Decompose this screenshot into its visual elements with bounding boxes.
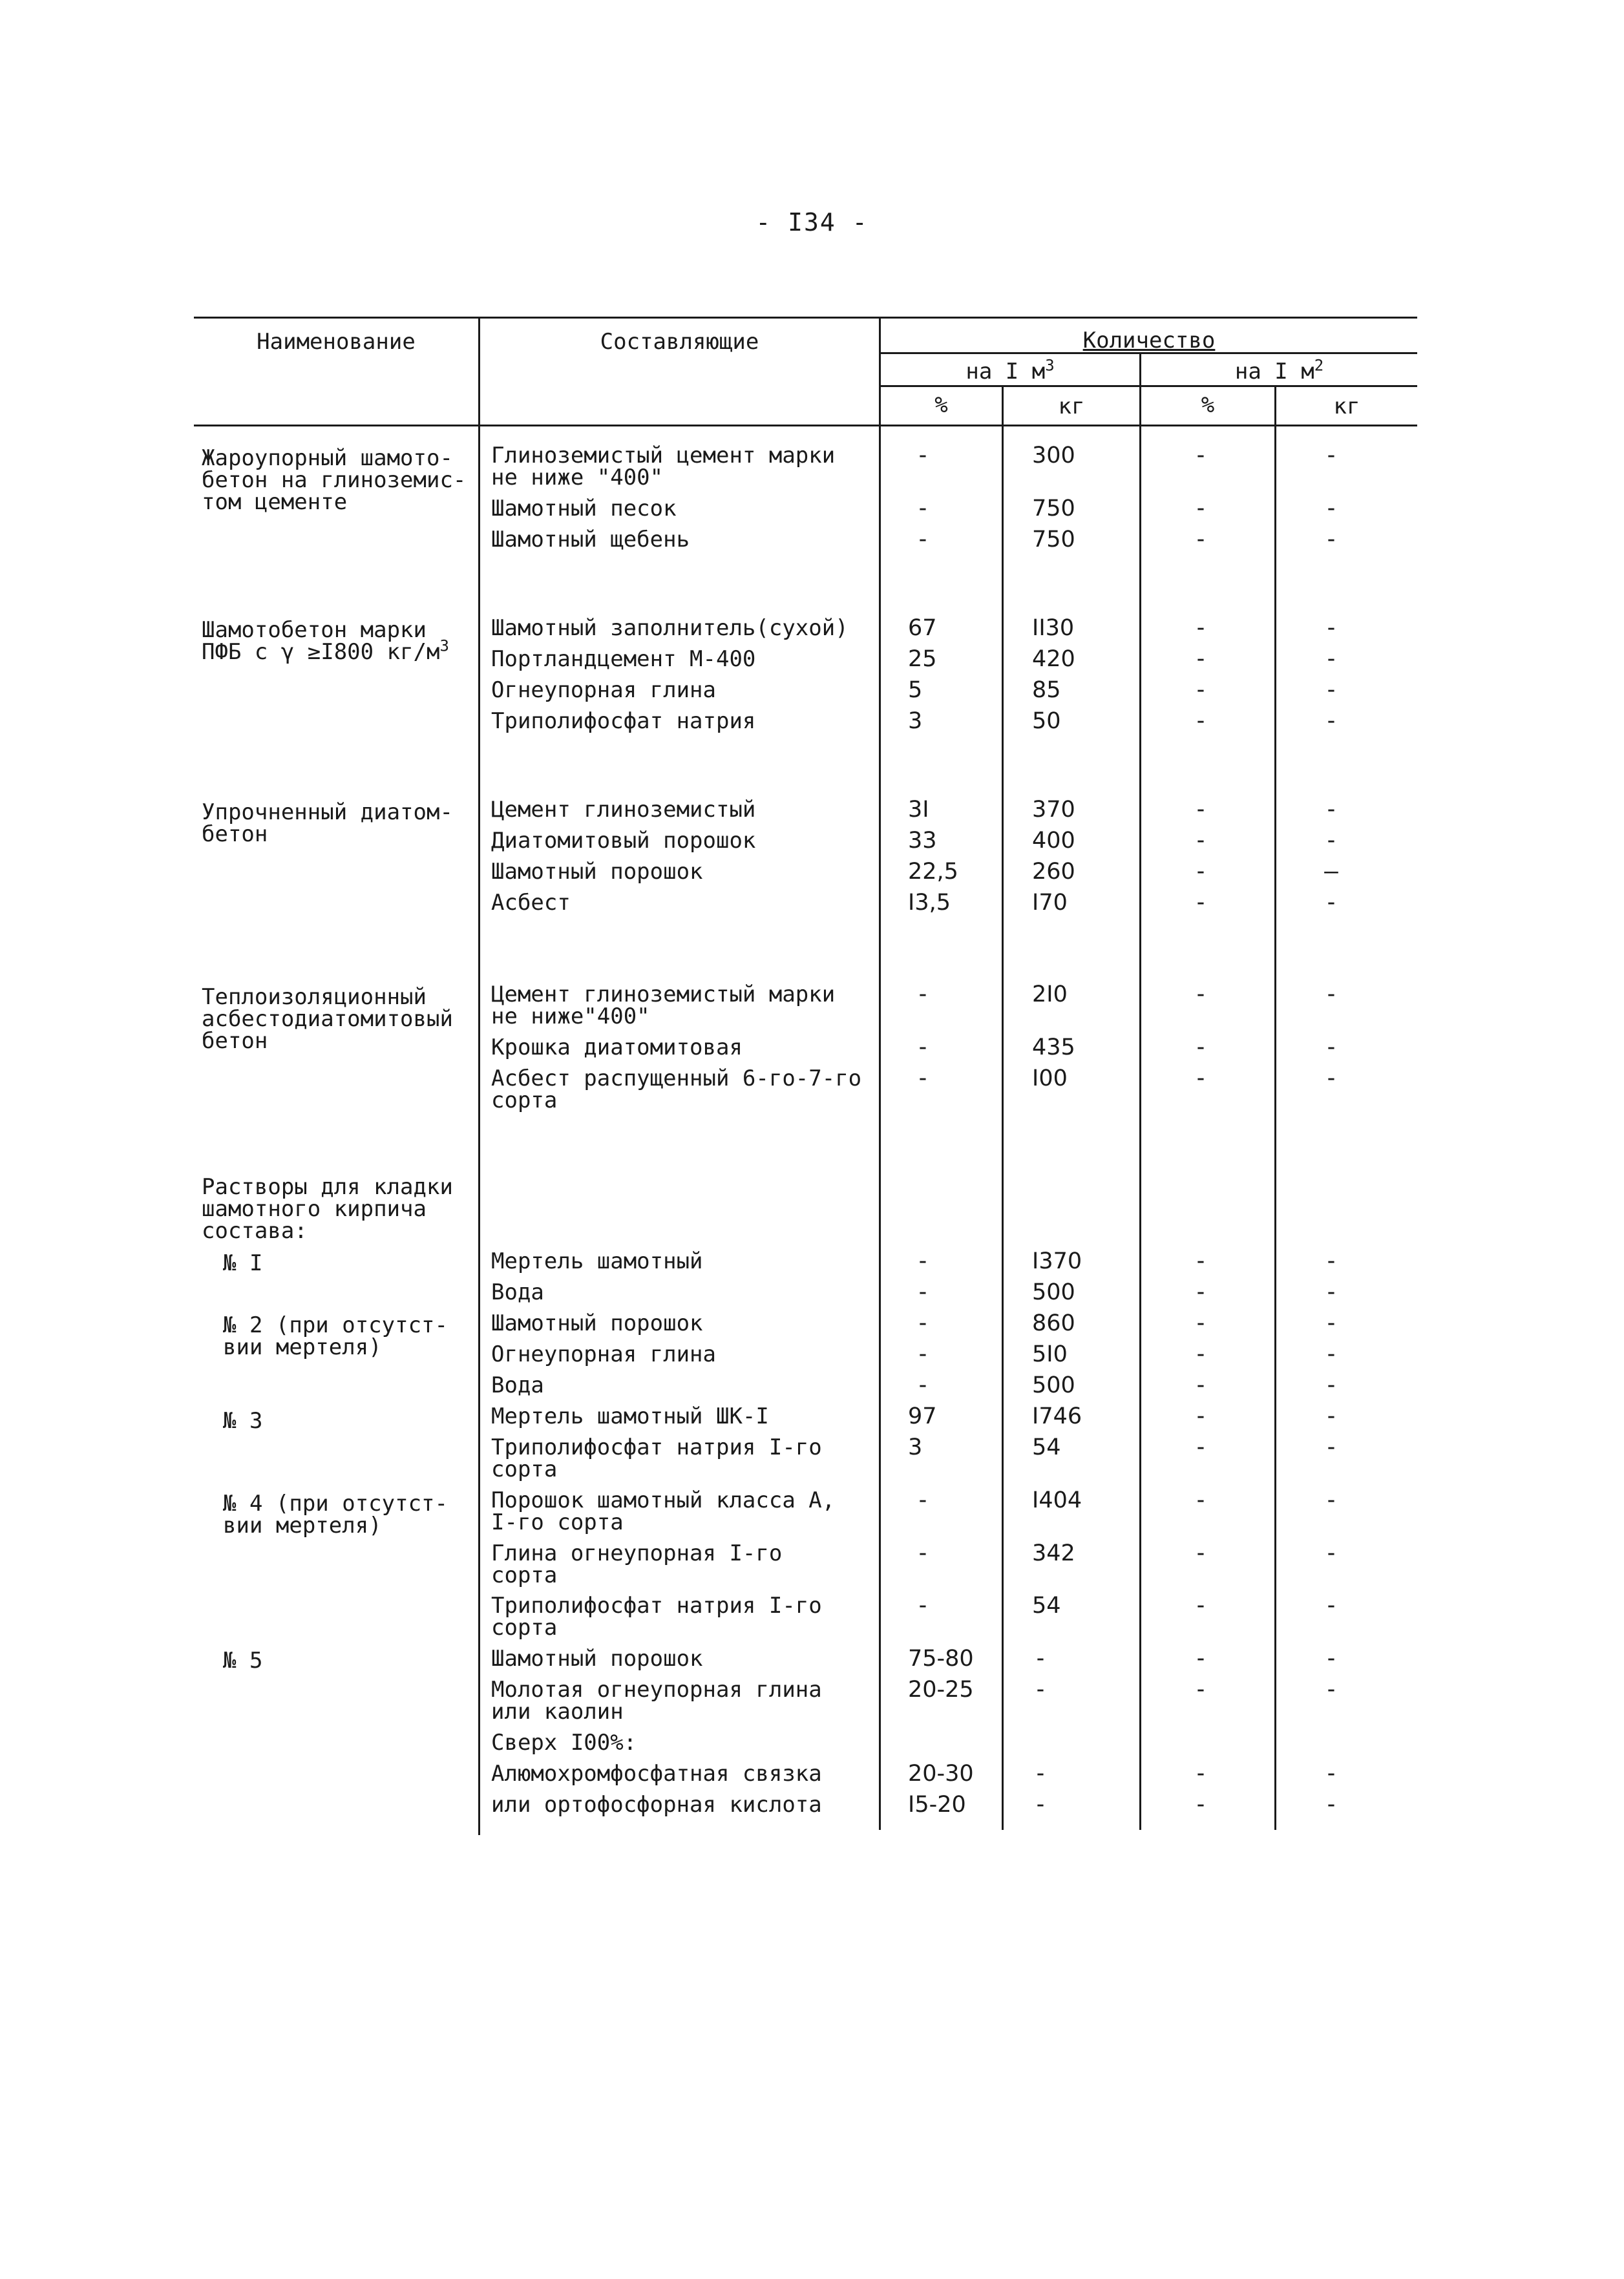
pct-per-m3-cell: 3 — [908, 1434, 923, 1460]
unit-subheader-rule — [879, 385, 1417, 387]
pct-per-m2-cell: - — [1194, 708, 1208, 734]
header-pct-m2: % — [1201, 392, 1215, 418]
kg-per-m3-cell: 342 — [1032, 1540, 1075, 1566]
pct-per-m2-cell: - — [1194, 1310, 1208, 1336]
pct-per-m3-cell: - — [916, 1034, 930, 1060]
kg-per-m3-cell: 85 — [1032, 677, 1061, 703]
kg-per-m3-cell: 5I0 — [1032, 1341, 1068, 1367]
group-name-line: Упрочненный диатом- — [202, 799, 453, 825]
kg-per-m2-cell: - — [1324, 442, 1338, 468]
composition-sublabel: вии мертеля) — [223, 1334, 382, 1360]
header-per-m2-sup: 2 — [1314, 356, 1324, 375]
component-name: Шамотный песок — [491, 496, 677, 521]
kg-per-m2-cell: - — [1324, 1372, 1338, 1398]
component-name: Цемент глиноземистый марки — [491, 982, 836, 1007]
pct-per-m3-cell: - — [916, 1248, 930, 1274]
component-name: Алюмохромфосфатная связка — [491, 1761, 822, 1787]
pct-per-m2-cell: - — [1194, 1791, 1208, 1818]
kg-per-m2-cell: - — [1324, 614, 1338, 641]
header-bottom-rule — [194, 425, 1417, 426]
pct-per-m3-cell: - — [916, 1592, 930, 1619]
pct-per-m2-cell: - — [1194, 858, 1208, 885]
header-components: Составляющие — [600, 329, 759, 355]
header-per-m2-label: на I м — [1234, 359, 1314, 384]
header-per-m3-sup: 3 — [1045, 356, 1055, 375]
composition-sublabel: № 4 (при отсутст- — [223, 1491, 448, 1517]
column-divider-components — [879, 317, 881, 1830]
composition-sublabel: № 5 — [223, 1648, 263, 1674]
pct-per-m2-cell: - — [1194, 1434, 1208, 1460]
column-divider-name — [478, 317, 480, 1835]
pct-per-m2-cell: - — [1194, 1034, 1208, 1060]
group-name-line: бетон — [202, 821, 268, 847]
component-name: Огнеупорная глина — [491, 677, 716, 703]
kg-per-m2-cell: - — [1324, 1341, 1338, 1367]
group-name-line: том цементе — [202, 489, 348, 515]
component-name: Крошка диатомитовая — [491, 1034, 743, 1060]
column-divider-pct-m2 — [1274, 385, 1276, 1830]
pct-per-m2-cell: - — [1194, 1645, 1208, 1672]
pct-per-m3-cell: - — [916, 1372, 930, 1398]
kg-per-m2-cell: - — [1324, 827, 1338, 854]
kg-per-m3-cell: 500 — [1032, 1372, 1075, 1398]
pct-per-m3-cell: - — [916, 495, 930, 521]
kg-per-m2-cell: - — [1324, 495, 1338, 521]
kg-per-m3-cell: II30 — [1032, 615, 1075, 641]
kg-per-m3-cell: - — [1033, 1645, 1048, 1672]
pct-per-m3-cell: I5-20 — [908, 1792, 966, 1818]
header-kg-m3: кг — [1058, 394, 1085, 419]
component-name: Шамотный заполнитель(сухой) — [491, 615, 849, 641]
component-name: не ниже "400" — [491, 465, 664, 490]
pct-per-m3-cell: - — [916, 442, 930, 468]
pct-per-m3-cell: 3I — [908, 797, 929, 823]
group-name-line: состава: — [202, 1218, 308, 1244]
component-name: Мертель шамотный — [491, 1248, 703, 1274]
component-name: Триполифосфат натрия — [491, 708, 756, 734]
kg-per-m2-cell: - — [1324, 1676, 1338, 1703]
kg-per-m2-cell: - — [1324, 1248, 1338, 1274]
pct-per-m2-cell: - — [1194, 889, 1208, 916]
kg-per-m3-cell: - — [1033, 1791, 1048, 1818]
kg-per-m2-cell: - — [1324, 708, 1338, 734]
pct-per-m3-cell: - — [916, 1279, 930, 1305]
pct-per-m3-cell: - — [916, 1065, 930, 1091]
pct-per-m2-cell: - — [1194, 614, 1208, 641]
pct-per-m2-cell: - — [1194, 646, 1208, 672]
pct-per-m2-cell: - — [1194, 1540, 1208, 1566]
kg-per-m2-cell: - — [1324, 1645, 1338, 1672]
group-name-line: асбестодиатомитовый — [202, 1006, 453, 1032]
component-name: Сверх I00%: — [491, 1730, 637, 1756]
header-pct-m3: % — [934, 392, 948, 418]
component-name: Цемент глиноземистый — [491, 797, 756, 823]
group-name-line: шамотного кирпича — [202, 1196, 427, 1222]
pct-per-m2-cell: - — [1194, 1372, 1208, 1398]
column-divider-per-m2 — [1139, 352, 1141, 1830]
composition-sublabel: вии мертеля) — [223, 1513, 382, 1539]
kg-per-m2-cell: - — [1324, 1487, 1338, 1513]
table-top-rule — [194, 317, 1417, 319]
pct-per-m2-cell: - — [1194, 495, 1208, 521]
kg-per-m3-cell: 50 — [1032, 708, 1061, 734]
component-name: Шамотный щебень — [491, 527, 690, 552]
kg-per-m2-cell: - — [1324, 796, 1338, 823]
pct-per-m2-cell: - — [1194, 1487, 1208, 1513]
component-name: Мертель шамотный ШК-I — [491, 1403, 769, 1429]
composition-sublabel: № 3 — [223, 1408, 263, 1434]
kg-per-m3-cell: 2I0 — [1032, 982, 1068, 1007]
kg-per-m3-cell: I00 — [1032, 1066, 1068, 1091]
header-quantity-label: Количество — [1082, 328, 1216, 353]
pct-per-m2-cell: - — [1194, 442, 1208, 468]
pct-per-m2-cell: - — [1194, 1065, 1208, 1091]
kg-per-m2-cell: - — [1324, 1434, 1338, 1460]
kg-per-m3-cell: I404 — [1032, 1487, 1082, 1513]
kg-per-m2-cell: - — [1324, 646, 1338, 672]
kg-per-m3-cell: I370 — [1032, 1248, 1082, 1274]
kg-per-m2-cell: - — [1324, 981, 1338, 1007]
kg-per-m3-cell: 260 — [1032, 859, 1075, 885]
pct-per-m2-cell: - — [1194, 1248, 1208, 1274]
pct-per-m3-cell: 20-30 — [908, 1761, 974, 1787]
kg-per-m3-cell: I70 — [1032, 890, 1068, 916]
column-divider-pct-m3 — [1002, 385, 1004, 1830]
kg-per-m3-cell: 750 — [1032, 496, 1075, 521]
kg-per-m3-cell: 860 — [1032, 1310, 1075, 1336]
kg-per-m2-cell: - — [1324, 677, 1338, 703]
pct-per-m2-cell: - — [1194, 1760, 1208, 1787]
pct-per-m2-cell: - — [1194, 1676, 1208, 1703]
kg-per-m2-cell: - — [1324, 1592, 1338, 1619]
pct-per-m3-cell: 3 — [908, 708, 923, 734]
component-name: или каолин — [491, 1699, 624, 1725]
kg-per-m2-cell: - — [1324, 1791, 1338, 1818]
pct-per-m2-cell: - — [1194, 677, 1208, 703]
pct-per-m3-cell: 22,5 — [908, 859, 958, 885]
kg-per-m3-cell: 300 — [1032, 443, 1075, 468]
component-name: Глина огнеупорная I-го — [491, 1540, 783, 1566]
pct-per-m3-cell: 33 — [908, 828, 937, 854]
pct-per-m3-cell: I3,5 — [908, 890, 951, 916]
kg-per-m3-cell: 750 — [1032, 527, 1075, 552]
group-name-line: Жароупорный шамото- — [202, 445, 453, 471]
component-name: Вода — [491, 1372, 544, 1398]
component-name: Шамотный порошок — [491, 859, 703, 885]
header-per-m3 — [881, 356, 1139, 384]
kg-per-m3-cell: 54 — [1032, 1434, 1061, 1460]
component-name: Порошок шамотный класса А, — [491, 1487, 836, 1513]
pct-per-m2-cell: - — [1194, 1341, 1208, 1367]
component-name: Диатомитовый порошок — [491, 828, 756, 854]
header-quantity — [881, 330, 1417, 352]
component-name: не ниже"400" — [491, 1003, 650, 1029]
component-name: Шамотный порошок — [491, 1310, 703, 1336]
header-kg-m2: кг — [1333, 394, 1360, 419]
kg-per-m3-cell: - — [1033, 1676, 1048, 1703]
kg-per-m2-cell: - — [1324, 1540, 1338, 1566]
pct-per-m3-cell: - — [916, 1487, 930, 1513]
pct-per-m3-cell: - — [916, 1540, 930, 1566]
component-name: сорта — [491, 1456, 558, 1482]
group-name-line: Теплоизоляционный — [202, 984, 427, 1010]
kg-per-m2-cell: - — [1324, 1403, 1338, 1429]
component-name: Вода — [491, 1279, 544, 1305]
header-per-m3-label: на I м — [965, 359, 1046, 384]
pct-per-m3-cell: - — [916, 1341, 930, 1367]
pct-per-m2-cell: - — [1194, 1592, 1208, 1619]
kg-per-m3-cell: 370 — [1032, 797, 1075, 823]
pct-per-m3-cell: - — [916, 981, 930, 1007]
component-name: Молотая огнеупорная глина — [491, 1677, 822, 1703]
pct-per-m3-cell: 5 — [908, 677, 923, 703]
component-name: Асбест распущенный 6-го-7-го — [491, 1066, 862, 1091]
pct-per-m3-cell: - — [916, 1310, 930, 1336]
pct-per-m3-cell: 20-25 — [908, 1677, 974, 1703]
component-name: Триполифосфат натрия I-го — [491, 1434, 822, 1460]
kg-per-m3-cell: 54 — [1032, 1593, 1061, 1619]
kg-per-m3-cell: 435 — [1032, 1034, 1075, 1060]
kg-per-m2-cell: - — [1324, 1310, 1338, 1336]
pct-per-m2-cell: - — [1194, 981, 1208, 1007]
component-name: Триполифосфат натрия I-го — [491, 1593, 822, 1619]
pct-per-m2-cell: - — [1194, 1403, 1208, 1429]
group-name-superscript: 3 — [439, 636, 449, 655]
kg-per-m3-cell: - — [1033, 1760, 1048, 1787]
pct-per-m3-cell: - — [916, 526, 930, 552]
component-name: Шамотный порошок — [491, 1646, 703, 1672]
component-name: Огнеупорная глина — [491, 1341, 716, 1367]
component-name: сорта — [491, 1562, 558, 1588]
component-name: Асбест — [491, 890, 571, 916]
kg-per-m2-cell: — — [1324, 858, 1338, 885]
kg-per-m3-cell: 500 — [1032, 1279, 1075, 1305]
pct-per-m2-cell: - — [1194, 526, 1208, 552]
component-name: Глиноземистый цемент марки — [491, 443, 836, 468]
group-name-line: Растворы для кладки — [202, 1174, 453, 1200]
group-name-line: Шамотобетон марки — [202, 617, 427, 643]
pct-per-m2-cell: - — [1194, 827, 1208, 854]
pct-per-m3-cell: 67 — [908, 615, 937, 641]
component-name: сорта — [491, 1087, 558, 1113]
kg-per-m3-cell: 400 — [1032, 828, 1075, 854]
group-name-line: бетон на глиноземис- — [202, 467, 467, 493]
header-name: Наименование — [257, 329, 416, 355]
component-name: или ортофосфорная кислота — [491, 1792, 822, 1818]
kg-per-m3-cell: I746 — [1032, 1403, 1082, 1429]
kg-per-m2-cell: - — [1324, 889, 1338, 916]
component-name: сорта — [491, 1615, 558, 1641]
kg-per-m3-cell: 420 — [1032, 646, 1075, 672]
pct-per-m3-cell: 25 — [908, 646, 937, 672]
header-per-m2 — [1141, 356, 1417, 384]
pct-per-m2-cell: - — [1194, 796, 1208, 823]
composition-sublabel: № I — [223, 1250, 263, 1276]
component-name: Портландцемент М-400 — [491, 646, 756, 672]
pct-per-m3-cell: 97 — [908, 1403, 937, 1429]
kg-per-m2-cell: - — [1324, 1760, 1338, 1787]
group-name-line: бетон — [202, 1028, 268, 1054]
group-name-line: ПФБ с γ ≥I800 $кг/м^3$ — [202, 636, 449, 665]
kg-per-m2-cell: - — [1324, 1034, 1338, 1060]
component-name: I-го сорта — [491, 1509, 624, 1535]
pct-per-m3-cell: 75-80 — [908, 1646, 974, 1672]
pct-per-m2-cell: - — [1194, 1279, 1208, 1305]
kg-per-m2-cell: - — [1324, 526, 1338, 552]
composition-sublabel: № 2 (при отсутст- — [223, 1312, 448, 1338]
kg-per-m2-cell: - — [1324, 1065, 1338, 1091]
page-number: - I34 - — [755, 208, 869, 236]
kg-per-m2-cell: - — [1324, 1279, 1338, 1305]
